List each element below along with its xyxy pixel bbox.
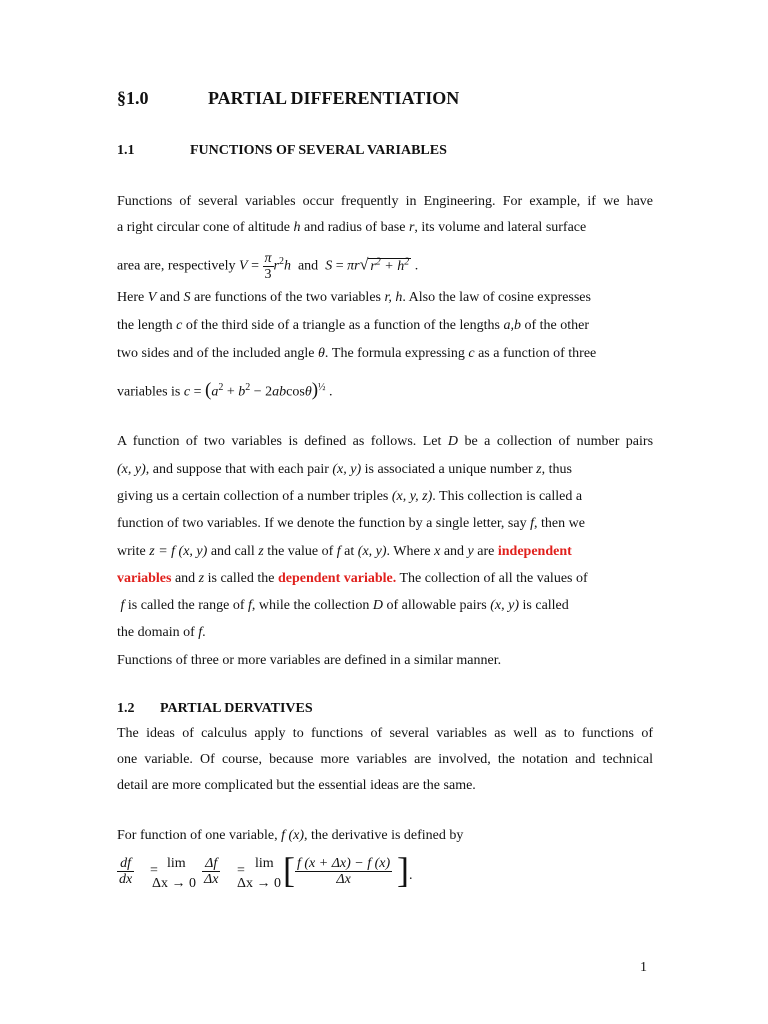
paragraph-line: one variable. Of course, because more variables are involved, the notation and technical [117,752,653,767]
subsection-number: 1.1 [117,143,135,158]
paragraph-line: For function of one variable, f (x), the derivative is defined by [117,828,464,843]
lim-label: lim [255,856,274,871]
paragraph-line: function of two variables. If we denote the function by a single letter, say f, then we [117,516,585,531]
difference-quotient-fraction: $\frac{f (x + \Delta x) - f (x)}{\Delta x}$ [297,856,391,887]
paragraph-line: f is called the range of f, while the collection D of allowable pairs (x, y) is called [120,598,569,613]
paragraph-line: the domain of f. [117,625,206,640]
paragraph-line: Functions of three or more variables are defined in a similar manner. [117,653,502,668]
page-title: PARTIAL DIFFERENTIATION [208,88,460,108]
limit-subscript: Δx → 0 [152,876,197,891]
cosine-law-formula-line: variables is $c = (a^2 + b^2 - 2abcos\theta)^{\frac{1}{2}}$ . [117,379,333,401]
subsection-title: PARTIAL DERVATIVES [160,701,313,716]
paragraph-line: two sides and of the included angle θ. The formula expressing c as a function of three [117,346,597,361]
paragraph-line: A function of two variables is defined as follows. Let D be a collection of number pairs [117,434,654,449]
limit-subscript: Δx → 0 [237,876,282,891]
paragraph-line: detail are more complicated but the essential ideas are the same. [117,778,476,793]
paragraph-line: the length c of the third side of a triangle as a function of the lengths a,b of the other [117,318,589,333]
lim-label: lim [167,856,186,871]
paragraph-line: Functions of several variables occur frequently in Engineering. For example, if we have [117,194,653,209]
paragraph-line: The ideas of calculus apply to functions of several variables as well as to functions of [117,726,653,741]
df-dx-fraction: $\frac{df}{dx}$ [119,856,133,887]
dependent-variable-highlight: dependent variable. [278,571,397,586]
paragraph-line: giving us a certain collection of a number triples (x, y, z). This collection is called a [117,489,583,504]
variables-highlight: variables [117,571,172,586]
volume-formula-line: area are, respectively V = $\frac{\pi}{3}$ $r^2h$ and S = πr√ $r^2 + h^2$ . [117,250,419,282]
subsection-title: FUNCTIONS OF SEVERAL VARIABLES [190,143,447,158]
independent-highlight: independent [497,544,572,559]
section-number: §1.0 [117,88,149,108]
pi-over-3-fraction: $\frac{\pi}{3}$ [264,250,272,282]
paragraph-line: (x, y), and suppose that with each pair (x, y) is associated a unique number z, thus [117,462,572,477]
delta-f-fraction: $\frac{\Delta f}{\Delta x}$ [204,856,219,887]
page-number: 1 [640,960,647,975]
paragraph-line: Here V and S are functions of the two variables r, h. Also the law of cosine expresses [117,290,591,305]
paragraph-line: write z = f (x, y) and call z the value of f at (x, y). Where x and y are independent [117,544,572,559]
paragraph-line: variables and z is called the dependent variable. The collection of all the values of [117,571,588,586]
paragraph-line: a right circular cone of altitude h and radius of base r, its volume and lateral surface [117,220,587,235]
subsection-number: 1.2 [117,701,135,716]
document-page: §1.0 PARTIAL DIFFERENTIATION 1.1 FUNCTIONS OF SEVERAL VARIABLES Functions of several variables occur frequently in Engineering. For example, if we have a right circular cone of altitude h and radius of base r, its volume and lateral surface area are, respectively V = $\frac{\pi}{3}$ $r^2h$ and S = πr√ $r^2 + h^2$ . Here V and S are functions of the two variables r, h. Also the law of cosine expresses the length c of the third side of a triangle as a function of the lengths a,b of the other two sides and of the included angle θ. The formula expressing c as a function of three variables is $c = (a^2 + b^2 - 2abcos\theta)^{\frac{1}{2}}$ . A function of two variables is defined as follows. Let D be a collection of number pairs (x, y), and suppose that with each pair (x, y) is associated a unique number z, thus giving us a certain collection of a number triples (x, y, z). This collection is called a function of two variables. If we denote the function by a single letter, say f, then we write z = f (x, y) and call z the value of f at (x, y). Where x and y are independent variables and z is called the dependent variable. The collection of all the values of f is called the range of f, while the collection D of allowable pairs (x, y) is called the domain of f. Functions of three or more variables are defined in a similar manner. 1.2 PARTIAL DERVATIVES The ideas of calculus apply to functions of several variables as well as to functions of one variable. Of course, because more variables are involved, the notation and technical detail are more complicated but the essential ideas are the same. For function of one variable, f (x), the derivative is defined by $\frac{df}{dx}$ = lim Δx → 0 $\frac{\Delta f}{\Delta x}$ = lim Δx → 0 [ $\frac{f (x + \Delta x) - f (x)}{\Delta x}$ ] . 1 [117,88,654,975]
